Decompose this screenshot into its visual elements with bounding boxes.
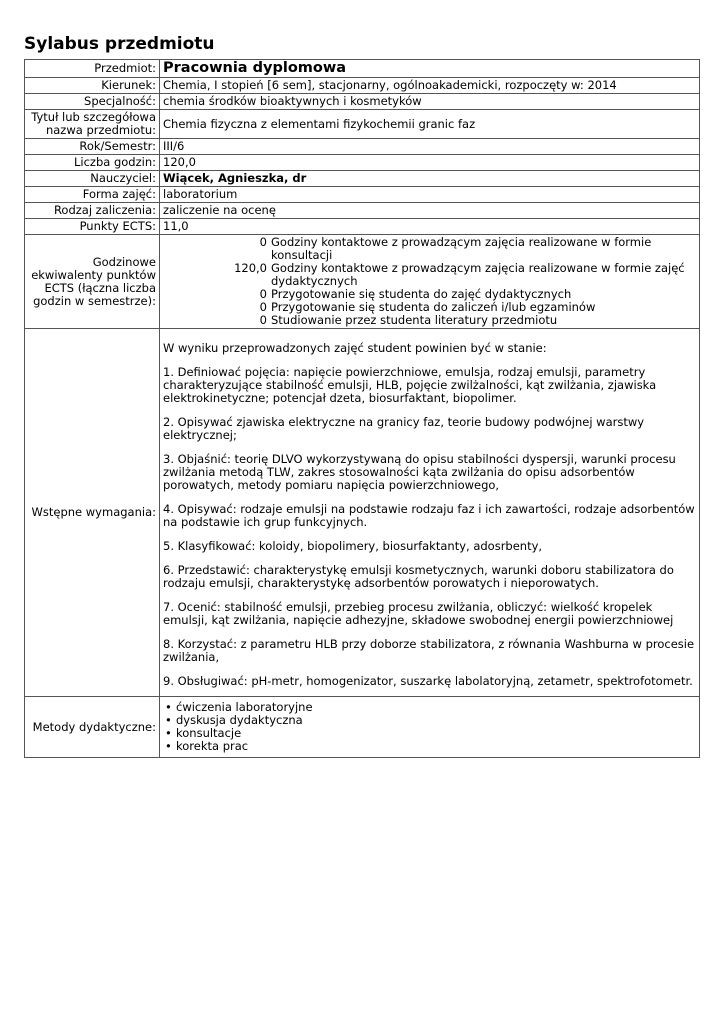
row-hours xyxy=(25,235,700,329)
label-forma: Forma zajęć: xyxy=(25,187,160,203)
label-specjalnosc: Specjalność: xyxy=(25,94,160,110)
value-przedmiot: Pracownia dyplomowa xyxy=(160,60,700,78)
hours-text: Przygotowanie się studenta do zaliczeń i/lub egzaminów xyxy=(271,300,596,314)
row-zaliczenie xyxy=(25,203,700,219)
hours-num: 0 xyxy=(259,287,267,301)
hours-text: Godziny kontaktowe z prowadzącym zajęcia realizowane w formie zajęć dydaktycznych xyxy=(271,261,685,288)
syllabus-table xyxy=(24,59,700,758)
methods-content xyxy=(160,697,700,758)
row-godziny xyxy=(25,155,700,171)
page-title: Sylabus przedmiotu xyxy=(24,34,215,54)
row-ects xyxy=(25,219,700,235)
value-tytul: Chemia fizyczna z elementami fizykochemii granic faz xyxy=(160,110,700,139)
requirement-paragraph: 7. Ocenić: stabilność emulsji, przebieg procesu zwilżania, obliczyć: wielkość kropelek emulsji, kąt zwilżania, napięcie adhezyjne, składowe swobodnej energii powierzchniowej xyxy=(163,600,674,627)
label-requirements: Wstępne wymagania: xyxy=(25,329,160,697)
value-ects: 11,0 xyxy=(160,219,700,235)
row-requirements xyxy=(25,329,700,697)
label-tytul: Tytuł lub szczegółowa nazwa przedmiotu: xyxy=(25,110,160,139)
requirement-paragraph: 2. Opisywać zjawiska elektryczne na granicy faz, teorie budowy podwójnej warstwy elektrycznej; xyxy=(163,415,645,442)
label-ects: Punkty ECTS: xyxy=(25,219,160,235)
requirement-paragraph: 9. Obsługiwać: pH-metr, homogenizator, suszarkę labolatoryjną, zetametr, spektrofotometr. xyxy=(163,674,693,688)
hours-num: 0 xyxy=(259,313,267,327)
label-nauczyciel: Nauczyciel: xyxy=(25,171,160,187)
list-item: • korekta prac xyxy=(163,740,696,753)
label-kierunek: Kierunek: xyxy=(25,78,160,94)
label-przedmiot: Przedmiot: xyxy=(25,60,160,78)
row-przedmiot xyxy=(25,60,700,78)
hours-text: Przygotowanie się studenta do zajęć dydaktycznych xyxy=(271,287,572,301)
value-zaliczenie: zaliczenie na ocenę xyxy=(160,203,700,219)
methods-list xyxy=(163,701,696,753)
requirement-paragraph: W wyniku przeprowadzonych zajęć student powinien być w stanie: xyxy=(163,341,547,355)
hours-text: Godziny kontaktowe z prowadzącym zajęcia realizowane w formie konsultacji xyxy=(271,235,652,262)
value-kierunek: Chemia, I stopień [6 sem], stacjonarny, ogólnoakademicki, rozpoczęty w: 2014 xyxy=(160,78,700,94)
requirements-content xyxy=(160,329,700,697)
value-forma: laboratorium xyxy=(160,187,700,203)
label-hours: Godzinowe ekwiwalenty punktów ECTS (łączna liczba godzin w semestrze): xyxy=(25,235,160,329)
requirement-paragraph: 1. Definiować pojęcia: napięcie powierzchniowe, emulsja, rodzaj emulsji, parametry charakteryzujące stabilność emulsji, HLB, pojęcie zwilżalności, kąt zwilżania, zjawiska elektrokinetyczne; potencjał dzeta, biosurfaktant, biopolimer. xyxy=(163,365,657,405)
row-forma xyxy=(25,187,700,203)
row-nauczyciel xyxy=(25,171,700,187)
value-specjalnosc: chemia środków bioaktywnych i kosmetyków xyxy=(160,94,700,110)
list-item: • ćwiczenia laboratoryjne xyxy=(163,701,696,714)
requirement-paragraph: 6. Przedstawić: charakterystykę emulsji kosmetycznych, warunki doboru stabilizatora do rodzaju emulsji, charakterystykę adsorbentów porowatych i nieporowatych. xyxy=(163,563,674,590)
requirement-paragraph: 4. Opisywać: rodzaje emulsji na podstawie rodzaju faz i ich zawartości, rodzaje adsorbentów na podstawie ich grup funkcyjnych. xyxy=(163,502,695,529)
list-item: • konsultacje xyxy=(163,727,696,740)
label-zaliczenie: Rodzaj zaliczenia: xyxy=(25,203,160,219)
label-rok: Rok/Semestr: xyxy=(25,139,160,155)
list-item: • dyskusja dydaktyczna xyxy=(163,714,696,727)
row-methods xyxy=(25,697,700,758)
requirement-paragraph: 8. Korzystać: z parametru HLB przy doborze stabilizatora, z równania Washburna w procesie zwilżania, xyxy=(163,637,695,664)
hours-text: Studiowanie przez studenta literatury przedmiotu xyxy=(271,313,558,327)
row-rok xyxy=(25,139,700,155)
row-kierunek xyxy=(25,78,700,94)
hours-num: 0 xyxy=(259,235,267,249)
hours-num: 0 xyxy=(259,300,267,314)
value-rok: III/6 xyxy=(160,139,700,155)
row-specjalnosc xyxy=(25,94,700,110)
value-godziny: 120,0 xyxy=(160,155,700,171)
hours-list xyxy=(160,235,700,329)
requirement-paragraph: 5. Klasyfikować: koloidy, biopolimery, biosurfaktanty, adosrbenty, xyxy=(163,539,543,553)
label-methods: Metody dydaktyczne: xyxy=(25,697,160,758)
label-godziny: Liczba godzin: xyxy=(25,155,160,171)
hours-num: 120,0 xyxy=(234,261,267,275)
requirement-paragraph: 3. Objaśnić: teorię DLVO wykorzystywaną do opisu stabilności dyspersji, warunki procesu zwilżania metodą TLW, zakres stosowalności kąta zwilżania do opisu adsorbentów porowatych, metody pomiaru napięcia powierzchniowego, xyxy=(163,452,676,492)
value-nauczyciel: Wiącek, Agnieszka, dr xyxy=(160,171,700,187)
row-tytul xyxy=(25,110,700,139)
